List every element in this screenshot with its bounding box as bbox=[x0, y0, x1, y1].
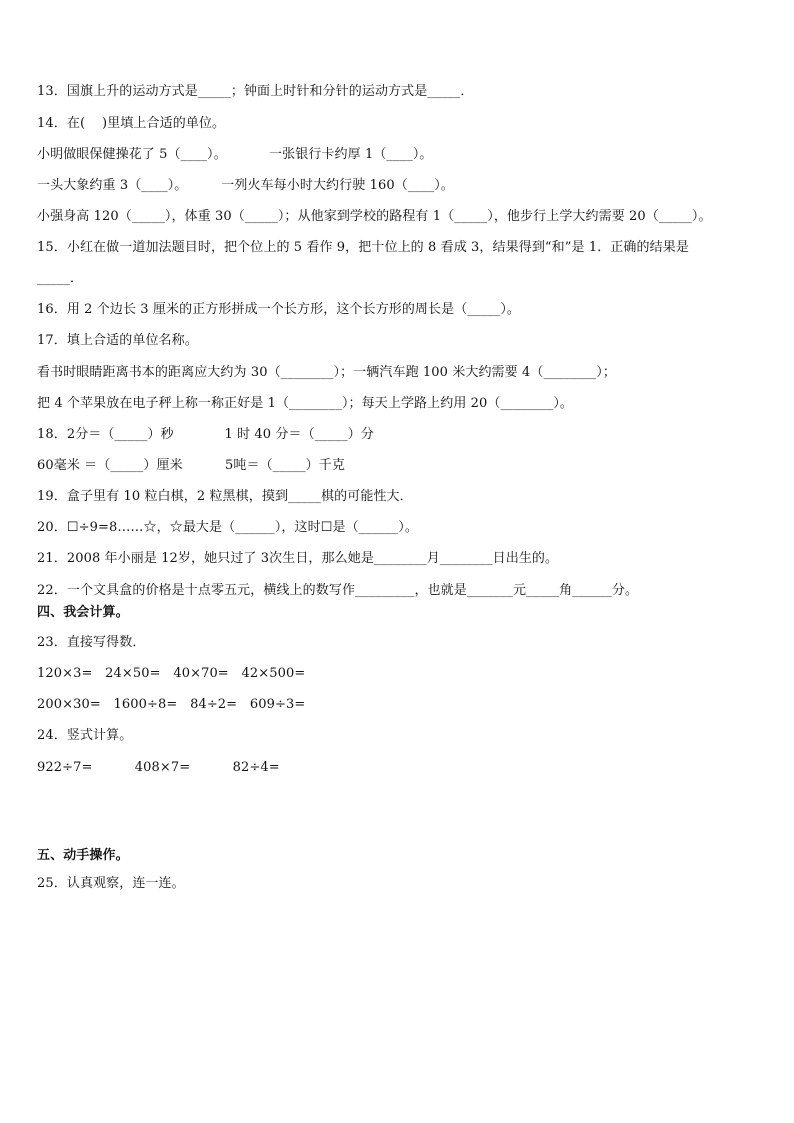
section-4-heading: 四、我会计算。 bbox=[37, 605, 129, 620]
question-19: 19．盒子里有 10 粒白棋，2 粒黑棋，摸到_____棋的可能性大． bbox=[37, 489, 413, 504]
question-24-line-a: 922÷7= 408×7= 82÷4= bbox=[37, 760, 280, 775]
question-23-line-b: 200×30= 1600÷8= 84÷2= 609÷3= bbox=[37, 697, 306, 712]
question-24: 24．竖式计算。 bbox=[37, 728, 133, 743]
question-13: 13．国旗上升的运动方式是_____；钟面上时针和分针的运动方式是_____． bbox=[37, 84, 474, 99]
question-20: 20．☐÷9=8……☆，☆最大是（______），这时☐是（______）。 bbox=[37, 520, 418, 535]
question-16: 16．用 2 个边长 3 厘米的正方形拼成一个长方形，这个长方形的周长是（_____）。 bbox=[37, 302, 521, 317]
section-5-heading: 五、动手操作。 bbox=[37, 848, 129, 863]
question-22: 22．一个文具盒的价格是十点零五元，横线上的数写作_________，也就是_______元_____角______分。 bbox=[37, 583, 639, 598]
question-17: 17．填上合适的单位名称。 bbox=[37, 333, 198, 348]
question-25: 25．认真观察，连一连。 bbox=[37, 876, 185, 891]
question-23: 23．直接写得数． bbox=[37, 635, 146, 650]
question-15-blank: _____． bbox=[37, 271, 84, 286]
question-14-line-b: 一头大象约重 3（____）。 一列火车每小时大约行驶 160（____）。 bbox=[37, 178, 454, 193]
question-14-line-c: 小强身高 120（_____），体重 30（_____）；从他家到学校的路程有 1（_____），他步行上学大约需要 20（_____）。 bbox=[37, 209, 712, 224]
question-17-line-a: 看书时眼睛距离书本的距离应大约为 30（________）；一辆汽车跑 100 米大约需要 4（________）； bbox=[37, 365, 616, 380]
question-18-line-a: 18．2分＝（_____）秒 1 时 40 分＝（_____）分 bbox=[37, 427, 374, 442]
question-21: 21．2008 年小丽是 12岁，她只过了 3次生日，那么她是________月________日出生的。 bbox=[37, 551, 559, 566]
question-14-line-a: 小明做眼保健操花了 5（____）。 一张银行卡约厚 1（____）。 bbox=[37, 147, 433, 162]
question-23-line-a: 120×3= 24×50= 40×70= 42×500= bbox=[37, 666, 306, 681]
question-15: 15．小红在做一道加法题目时，把个位上的 5 看作 9，把十位上的 8 看成 3，结果得到“和”是 1．正确的结果是 bbox=[37, 240, 689, 255]
question-18-line-b: 60毫米 ＝（_____）厘米 5吨＝（_____）千克 bbox=[37, 458, 345, 473]
question-14: 14．在( )里填上合适的单位。 bbox=[37, 116, 226, 131]
question-17-line-b: 把 4 个苹果放在电子秤上称一称正好是 1（________）；每天上学路上约用 20（________）。 bbox=[37, 396, 574, 411]
